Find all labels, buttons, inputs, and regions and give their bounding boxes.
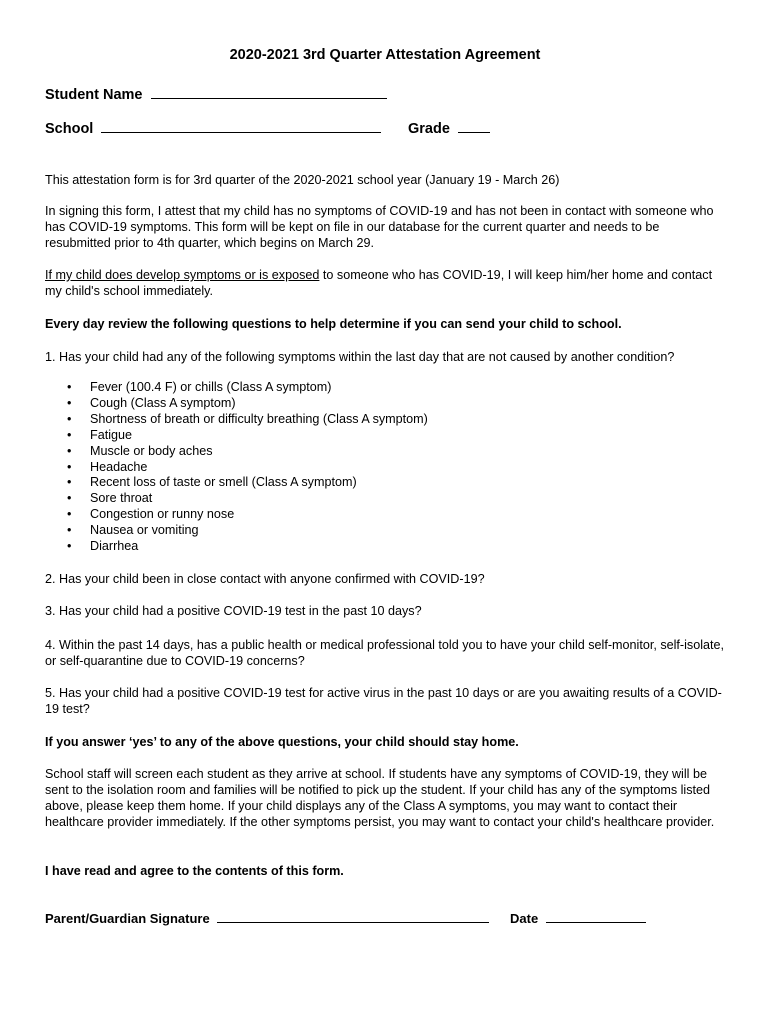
symptom-list (45, 380, 428, 555)
grade-field[interactable] (458, 118, 490, 133)
date-label: Date (510, 911, 539, 926)
exposure-underlined-text: If my child does develop symptoms or is exposed (45, 268, 320, 282)
question-3: 3. Has your child had a positive COVID-19 test in the past 10 days? (45, 604, 422, 618)
bullet-icon: • (67, 459, 72, 474)
student-name-label: Student Name (45, 87, 143, 103)
bullet-icon: • (67, 395, 72, 410)
agreement-statement: I have read and agree to the contents of this form. (45, 864, 344, 878)
date-field[interactable] (546, 909, 646, 923)
student-name-row (45, 84, 387, 103)
list-item: • Cough (Class A symptom) (67, 395, 236, 410)
grade-label: Grade (408, 121, 450, 137)
intro-paragraph-1: This attestation form is for 3rd quarter of the 2020-2021 school year (January 19 - March 26) (45, 173, 560, 187)
daily-review-instruction: Every day review the following questions to help determine if you can send your child to school. (45, 317, 622, 331)
school-label: School (45, 121, 94, 137)
school-field[interactable] (101, 118, 381, 133)
bullet-icon: • (67, 539, 72, 554)
exposure-text: to someone who has COVID-19, I will keep him/her home and contact my child's school immediately. (45, 268, 713, 298)
page-title: 2020-2021 3rd Quarter Attestation Agreement (229, 47, 541, 63)
stay-home-notice: If you answer ‘yes’ to any of the above questions, your child should stay home. (45, 735, 519, 749)
list-item: • Recent loss of taste or smell (Class A symptom) (67, 475, 357, 490)
signature-field[interactable] (217, 909, 489, 923)
list-item: • Headache (67, 459, 148, 474)
list-item: • Congestion or runny nose (67, 507, 235, 522)
list-item: • Diarrhea (67, 539, 139, 554)
question-1: 1. Has your child had any of the following symptoms within the last day that are not caused by another condition? (45, 350, 675, 364)
question-2: 2. Has your child been in close contact with anyone confirmed with COVID-19? (45, 572, 485, 586)
list-item: • Fatigue (67, 427, 133, 442)
school-row (45, 118, 381, 137)
intro-paragraph-3 (45, 267, 725, 299)
bullet-icon: • (67, 523, 72, 538)
grade-row (408, 118, 490, 137)
question-4: 4. Within the past 14 days, has a public health or medical professional told you to have your child self-monitor, self-isolate, or self-quarantine due to COVID-19 concerns? (45, 638, 725, 668)
student-name-field[interactable] (151, 84, 387, 99)
list-item: • Shortness of breath or difficulty breathing (Class A symptom) (67, 411, 428, 426)
intro-paragraph-2: In signing this form, I attest that my child has no symptoms of COVID-19 and has not been in contact with someone who has COVID-19 symptoms. This form will be kept on file in our database for the current quarter and needs to be resubmitted prior to 4th quarter, which begins on March 29. (45, 204, 714, 250)
screening-paragraph: School staff will screen each student as they arrive at school. If students have any symptoms of COVID-19, they will be sent to the isolation room and families will be notified to pick up the student. If your child has any of the symptoms listed above, please keep them home. If your child displays any of the Class A symptoms, you may want to contact their healthcare provider immediately. If the other symptoms persist, you may want to contact your child's healthcare provider. (45, 767, 715, 829)
list-item: • Sore throat (67, 491, 153, 506)
bullet-icon: • (67, 491, 72, 506)
list-item: • Nausea or vomiting (67, 523, 199, 538)
bullet-icon: • (67, 380, 72, 394)
signature-label: Parent/Guardian Signature (45, 911, 210, 926)
bullet-icon: • (67, 411, 72, 426)
bullet-icon: • (67, 443, 72, 458)
bullet-icon: • (67, 475, 72, 490)
list-item: • Fever (100.4 F) or chills (Class A symptom) (67, 380, 332, 394)
signature-row (45, 909, 489, 926)
date-row (510, 909, 646, 926)
bullet-icon: • (67, 427, 72, 442)
bullet-icon: • (67, 507, 72, 522)
list-item: • Muscle or body aches (67, 443, 213, 458)
question-5: 5. Has your child had a positive COVID-19 test for active virus in the past 10 days or are you awaiting results of a COVID-19 test? (45, 686, 722, 716)
